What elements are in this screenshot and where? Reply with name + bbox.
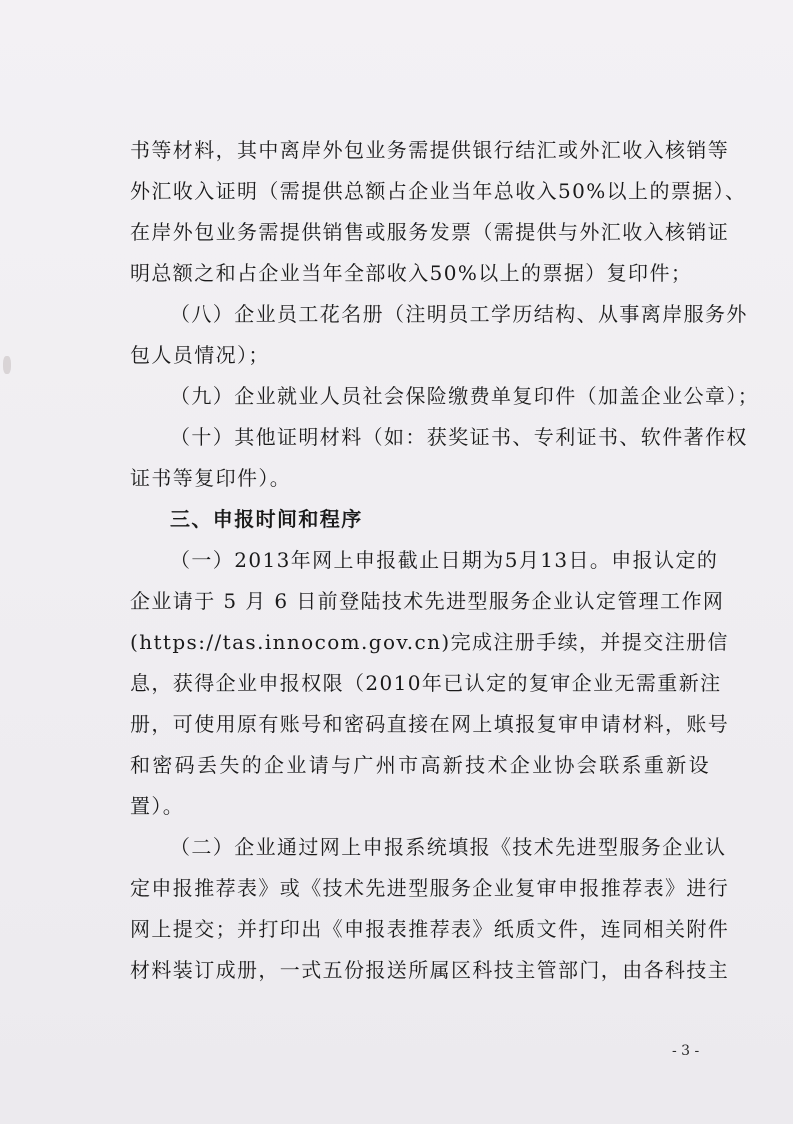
text-line: 书等材料，其中离岸外包业务需提供银行结汇或外汇收入核销等 [130, 138, 730, 162]
text-line: 息，获得企业申报权限（2010年已认定的复审企业无需重新注 [130, 671, 722, 695]
text-line: 企业请于 5 月 6 日前登陆技术先进型服务企业认定管理工作网 [130, 589, 725, 613]
text-line: 和密码丢失的企业请与广州市高新技术企业协会联系重新设 [130, 753, 710, 777]
scan-artifact [3, 356, 11, 374]
list-item-nine: （九）企业就业人员社会保险缴费单复印件（加盖企业公章）； [170, 384, 760, 408]
section-heading: 三、申报时间和程序 [170, 507, 363, 531]
text-line-url: (https://tas.innocom.gov.cn)完成注册手续，并提交注册信 [130, 630, 729, 654]
text-line: 包人员情况）； [130, 343, 270, 367]
text-line: 明总额之和占企业当年全部收入50%以上的票据）复印件； [130, 261, 693, 285]
text-line: 置）。 [130, 794, 185, 818]
list-item-eight: （八）企业员工花名册（注明员工学历结构、从事离岸服务外 [170, 302, 748, 326]
text-line: 外汇收入证明（需提供总额占企业当年总收入50%以上的票据）、 [130, 179, 747, 203]
paragraph-two-start: （二）企业通过网上申报系统填报《技术先进型服务企业认 [170, 835, 727, 859]
text-line: 定申报推荐表》或《技术先进型服务企业复审申报推荐表》进行 [130, 876, 730, 900]
text-line: 册，可使用原有账号和密码直接在网上填报复审申请材料，账号 [130, 712, 730, 736]
paragraph-one-start: （一）2013年网上申报截止日期为5月13日。申报认定的 [170, 548, 719, 572]
list-item-ten: （十）其他证明材料（如：获奖证书、专利证书、软件著作权 [170, 425, 748, 449]
text-line: 材料装订成册，一式五份报送所属区科技主管部门，由各科技主 [130, 958, 730, 982]
text-line: 网上提交；并打印出《申报表推荐表》纸质文件，连同相关附件 [130, 917, 730, 941]
text-line: 在岸外包业务需提供销售或服务发票（需提供与外汇收入核销证 [130, 220, 730, 244]
text-line: 证书等复印件）。 [130, 466, 292, 490]
page-number: - 3 - [672, 1043, 700, 1059]
